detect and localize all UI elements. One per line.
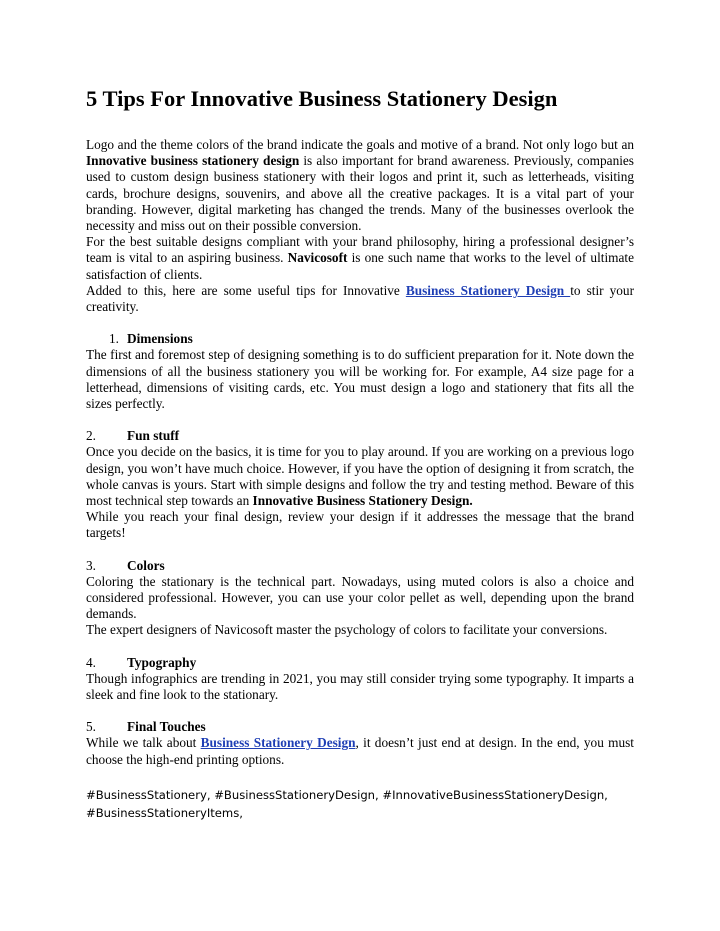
tip-number: 5. [86,719,96,735]
tip-title: Typography [127,654,197,670]
tip-number: 3. [86,557,96,573]
intro-paragraph-2 [86,234,634,283]
tip-heading-typography [86,655,634,671]
tip-number: 1. [109,331,119,347]
page-title: 5 Tips For Innovative Business Stationery Design [86,86,558,111]
tip-number: 2. [86,428,96,444]
intro-paragraph-3 [86,283,634,315]
tip-text-part: While we talk about [86,735,201,751]
tip-text: The first and foremost step of designing something is to do sufficient preparation for it. Note down the dimensions of all the business stationery you will be working for. For example, A4 size page for a letterhead, dimensions of visiting cards, etc. You must design a logo and stationery that fits all the sizes perfectly. [86,347,634,412]
intro-text: Logo and the theme colors of the brand indicate the goals and motive of a brand. Not only logo but an [86,137,634,152]
tip-text-part: Once you decide on the basics, it is time for you to play around. If you are working on a previous logo design, you won’t have much choice. However, if you have the option of designing it from scratch, the whole canvas is yours. Start with simple designs and follow the try and testing method. Beware of this most technical step towards an [86,444,634,509]
tip-text: Coloring the stationary is the technical part. Nowadays, using muted colors is also a choice and considered professional. However, you can use your color pellet as well, depending upon the brand demands. [86,573,634,622]
intro-text: to stir your creativity. [86,282,634,315]
tip-title: Fun stuff [127,428,180,444]
tip-title: Final Touches [127,719,206,735]
hashtag-line: #BusinessStationery, #BusinessStationeryDesign, #InnovativeBusinessStationeryDesign, [86,788,608,802]
tip-text: Though infographics are trending in 2021, you may still consider trying some typography. It imparts a sleek and fine look to the stationary. [86,670,634,703]
tip-title: Colors [127,557,165,573]
tip-text: While you reach your final design, review your design if it addresses the message that the brand targets! [86,509,634,541]
article-body [86,137,634,768]
tip-text: The expert designers of Navicosoft master the psychology of colors to facilitate your conversions. [86,622,608,638]
tip-heading-final-touches [86,719,634,735]
tip-number: 4. [86,654,96,670]
tip-text-part: , it doesn’t just end at design. In the end, you must choose the high-end printing options. [86,735,635,767]
intro-text: For the best suitable designs compliant with your brand philosophy, hiring a professional designer’s team is vital to an aspiring business. [86,234,634,266]
tip-text [86,735,634,767]
intro-text: Added to this, here are some useful tips for Innovative [86,282,406,298]
navicosoft-bold-name: Navicosoft [287,250,348,266]
tip-heading-dimensions [86,331,634,347]
tip-text [86,444,634,509]
intro-bold-phrase: Innovative business stationery design [86,153,300,169]
intro-paragraph-1 [86,137,634,234]
tip-heading-colors [86,558,634,574]
tip-heading-fun-stuff [86,428,634,444]
tip-title: Dimensions [127,331,193,347]
hashtag-line: #BusinessStationeryItems, [86,806,243,820]
business-stationery-design-link[interactable]: Business Stationery Design [200,735,356,751]
business-stationery-design-link[interactable]: Business Stationery Design [405,282,571,298]
intro-text: is one such name that works to the level of ultimate satisfaction of clients. [86,250,634,282]
tip-bold-phrase: Innovative Business Stationery Design. [252,493,473,509]
intro-text: is also important for brand awareness. Previously, companies used to custom design business stationery with their logos and print it, such as letterheads, visiting cards, brochure designs, souvenirs, and above all the creative packages. It is a vital part of your branding. However, digital marketing has changed the trends. Many of the businesses overlook the necessity and miss out on their possible conversion. [86,153,634,234]
hashtags [86,786,646,822]
